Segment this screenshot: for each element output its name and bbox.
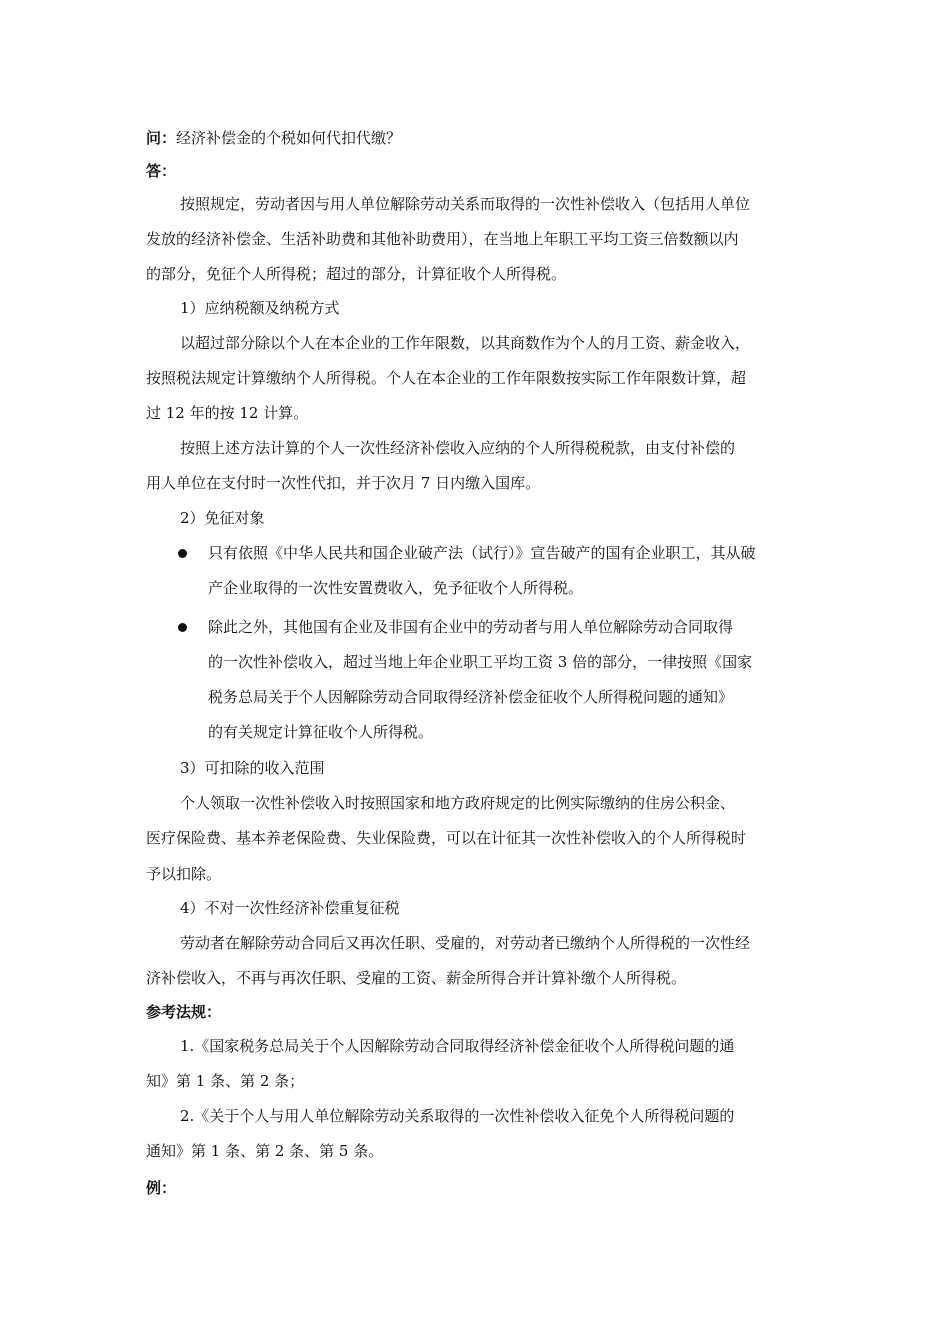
question-text: 经济补偿金的个税如何代扣代缴？ [176, 129, 402, 147]
section2-bullet-line: 只有依照《中华人民共和国企业破产法（试行）》宣告破产的国有企业职工，其从破 [208, 544, 756, 562]
section2-bullet-line: 税务总局关于个人因解除劳动合同取得经济补偿金征收个人所得税问题的通知》 [208, 688, 734, 706]
section3-line: 个人领取一次性补偿收入时按照国家和地方政府规定的比例实际缴纳的住房公积金、 [180, 794, 736, 812]
example-label: 例： [146, 1179, 177, 1197]
bullet-dot-icon [178, 623, 187, 632]
section2-bullet-line: 除此之外，其他国有企业及非国有企业中的劳动者与用人单位解除劳动合同取得 [208, 618, 734, 636]
section3-line: 医疗保险费、基本养老保险费、失业保险费，可以在计征其一次性补偿收入的个人所得税时 [146, 829, 747, 847]
question-line [146, 128, 401, 148]
section2-bullet-line: 的一次性补偿收入，超过当地上年企业职工平均工资 3 倍的部分，一律按照《国家 [208, 653, 753, 671]
section1-p2-line: 按照上述方法计算的个人一次性经济补偿收入应纳的个人所得税税款，由支付补偿的 [180, 439, 736, 457]
section2-bullet-line: 的有关规定计算征收个人所得税。 [208, 723, 434, 741]
intro-line: 按照规定，劳动者因与用人单位解除劳动关系而取得的一次性补偿收入（包括用人单位 [180, 195, 751, 213]
question-label: 问： [146, 129, 177, 147]
section2-heading: 2）免征对象 [180, 509, 265, 527]
section1-heading: 1）应纳税额及纳税方式 [180, 299, 340, 317]
reference-line: 2.《关于个人与用人单位解除劳动关系取得的一次性补偿收入征免个人所得税问题的 [180, 1107, 735, 1125]
intro-line: 发放的经济补偿金、生活补助费和其他补助费用），在当地上年职工平均工资三倍数额以内 [146, 230, 739, 248]
section4-heading: 4）不对一次性经济补偿重复征税 [180, 899, 400, 917]
references-label: 参考法规： [146, 1003, 222, 1021]
section1-p1-line: 过 12 年的按 12 计算。 [146, 404, 309, 422]
section4-line: 济补偿收入，不再与再次任职、受雇的工资、薪金所得合并计算补缴个人所得税。 [146, 969, 687, 987]
reference-line: 知》第 1 条、第 2 条； [146, 1072, 305, 1090]
reference-line: 1.《国家税务总局关于个人因解除劳动合同取得经济补偿金征收个人所得税问题的通 [180, 1037, 735, 1055]
section2-bullet-line: 产企业取得的一次性安置费收入，免予征收个人所得税。 [208, 579, 584, 597]
answer-label: 答： [146, 162, 177, 180]
section1-p1-line: 按照税法规定计算缴纳个人所得税。个人在本企业的工作年限数按实际工作年限数计算，超 [146, 369, 747, 387]
intro-line: 的部分，免征个人所得税；超过的部分，计算征收个人所得税。 [146, 265, 567, 283]
reference-line: 通知》第 1 条、第 2 条、第 5 条。 [146, 1142, 384, 1160]
section1-p2-line: 用人单位在支付时一次性代扣，并于次月 7 日内缴入国库。 [146, 474, 541, 492]
bullet-dot-icon [178, 549, 187, 558]
section1-p1-line: 以超过部分除以个人在本企业的工作年限数，以其商数作为个人的月工资、薪金收入， [180, 334, 751, 352]
section3-line: 予以扣除。 [146, 865, 222, 883]
section3-heading: 3）可扣除的收入范围 [180, 759, 325, 777]
section4-line: 劳动者在解除劳动合同后又再次任职、受雇的，对劳动者已缴纳个人所得税的一次性经 [180, 934, 751, 952]
